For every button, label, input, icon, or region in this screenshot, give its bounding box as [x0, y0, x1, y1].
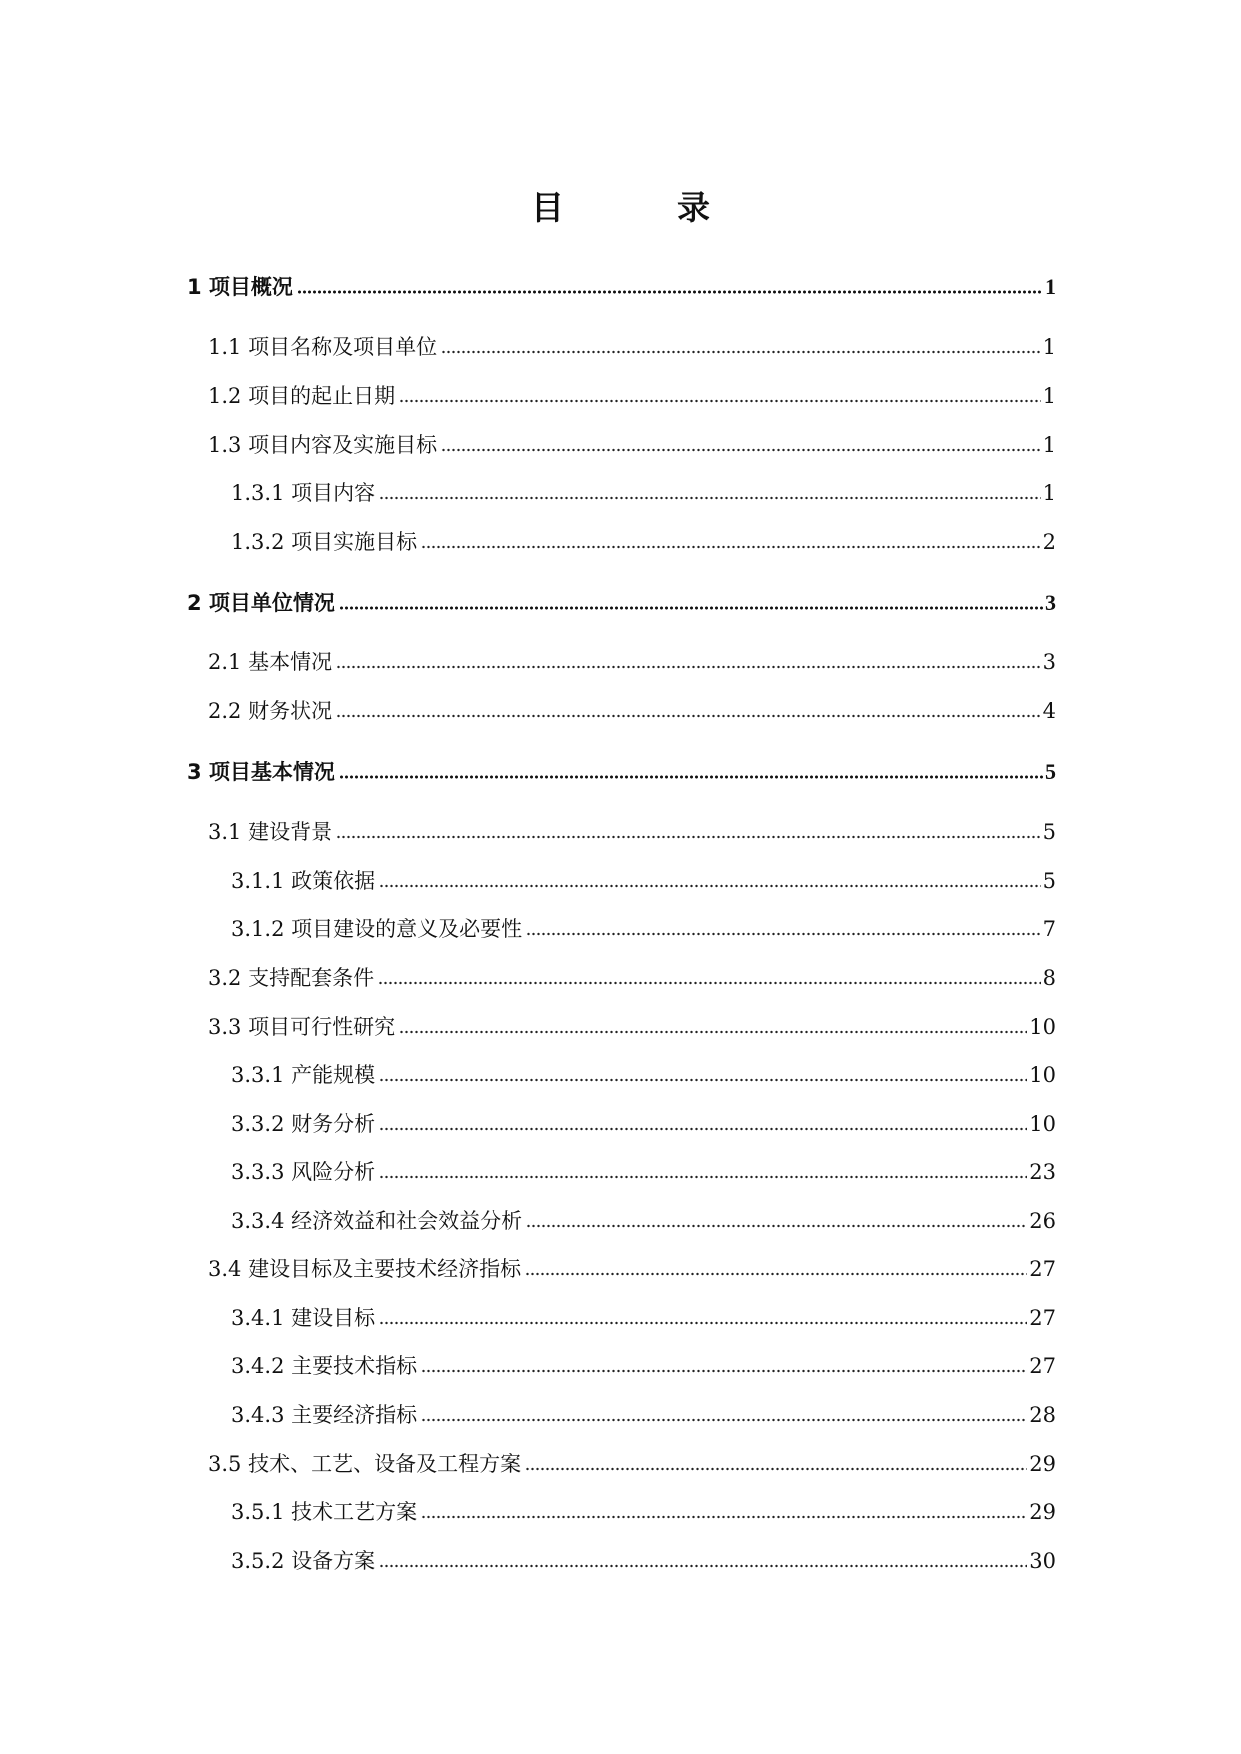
toc-entry[interactable] [208, 381, 1056, 411]
toc-entry-label: 1.2 项目的起止日期 [208, 384, 396, 408]
toc-entry[interactable] [231, 1109, 1056, 1139]
toc-leader-dots [421, 1417, 1027, 1423]
toc-entry[interactable] [231, 1351, 1056, 1381]
toc-leader-dots [379, 1563, 1027, 1569]
toc-leader-dots [378, 980, 1041, 986]
toc-entry-label: 1.1 项目名称及项目单位 [208, 335, 438, 359]
toc-entry[interactable] [208, 696, 1056, 726]
toc-entry-label: 3 项目基本情况 [187, 760, 335, 784]
toc-entry-page-number: 27 [1029, 1257, 1056, 1281]
toc-entry-label: 3.3.1 产能规模 [231, 1063, 376, 1087]
toc-entry-label: 1.3.2 项目实施目标 [231, 530, 418, 554]
toc-entry-page-number: 30 [1029, 1549, 1056, 1573]
toc-entry[interactable] [208, 332, 1056, 362]
toc-leader-dots [336, 713, 1041, 719]
toc-leader-dots [421, 1514, 1027, 1520]
toc-entry-label: 3.1.2 项目建设的意义及必要性 [231, 917, 523, 941]
toc-entry-label: 1.3 项目内容及实施目标 [208, 433, 438, 457]
toc-entry[interactable] [231, 1497, 1056, 1527]
toc-entry[interactable] [231, 1546, 1056, 1576]
toc-entry-page-number: 27 [1029, 1354, 1056, 1378]
toc-leader-dots [441, 349, 1041, 355]
toc-entry[interactable] [208, 963, 1056, 993]
toc-entry-label: 3.5.1 技术工艺方案 [231, 1500, 418, 1524]
toc-leader-dots [379, 883, 1041, 889]
toc-entry-label: 3.3.4 经济效益和社会效益分析 [231, 1209, 523, 1233]
toc-entry[interactable] [187, 757, 1056, 787]
toc-entry[interactable] [231, 1060, 1056, 1090]
toc-entry-page-number: 10 [1029, 1112, 1056, 1136]
toc-leader-dots [441, 447, 1041, 453]
toc-entry-page-number: 28 [1029, 1403, 1056, 1427]
toc-entry[interactable] [231, 478, 1056, 508]
toc-entry[interactable] [208, 817, 1056, 847]
toc-leader-dots [379, 1320, 1027, 1326]
toc-leader-dots [336, 834, 1041, 840]
toc-entry-label: 3.1.1 政策依据 [231, 869, 376, 893]
toc-entry[interactable] [231, 1400, 1056, 1430]
toc-entry-page-number: 5 [1042, 820, 1056, 844]
toc-entry-page-number: 1 [1045, 274, 1056, 299]
toc-leader-dots [525, 1466, 1027, 1472]
toc-entry-label: 3.5 技术、工艺、设备及工程方案 [208, 1452, 522, 1476]
toc-entry-label: 1 项目概况 [187, 275, 293, 299]
toc-entry[interactable] [231, 1206, 1056, 1236]
toc-leader-dots [421, 544, 1041, 550]
toc-entry-page-number: 8 [1042, 966, 1056, 990]
toc-entry-label: 3.4.2 主要技术指标 [231, 1354, 418, 1378]
toc-entry-page-number: 27 [1029, 1306, 1056, 1330]
toc-entry[interactable] [231, 1303, 1056, 1333]
toc-entry-label: 2.2 财务状况 [208, 699, 333, 723]
toc-entry-page-number: 1 [1042, 384, 1056, 408]
toc-entry-page-number: 10 [1029, 1063, 1056, 1087]
toc-entry[interactable] [231, 1157, 1056, 1187]
toc-entry-page-number: 1 [1042, 335, 1056, 359]
toc-entry[interactable] [208, 430, 1056, 460]
toc-entry-page-number: 5 [1042, 869, 1056, 893]
toc-entry-label: 3.3.2 财务分析 [231, 1112, 376, 1136]
toc-entry-page-number: 4 [1042, 699, 1056, 723]
toc-entry-label: 3.2 支持配套条件 [208, 966, 375, 990]
toc-leader-dots [379, 1174, 1027, 1180]
toc-entry[interactable] [231, 866, 1056, 896]
toc-entry[interactable] [187, 588, 1056, 618]
toc-entry-page-number: 26 [1029, 1209, 1056, 1233]
toc-entry-label: 3.4.1 建设目标 [231, 1306, 376, 1330]
toc-entry-page-number: 10 [1029, 1015, 1056, 1039]
toc-entry[interactable] [208, 1254, 1056, 1284]
toc-leader-dots [525, 1271, 1027, 1277]
toc-entry-page-number: 1 [1042, 481, 1056, 505]
toc-entry[interactable] [208, 1449, 1056, 1479]
toc-leader-dots [339, 605, 1043, 611]
toc-leader-dots [379, 1126, 1027, 1132]
toc-entry-label: 3.1 建设背景 [208, 820, 333, 844]
toc-entry[interactable] [208, 647, 1056, 677]
toc-entry-page-number: 3 [1042, 650, 1056, 674]
toc-entry-label: 3.3 项目可行性研究 [208, 1015, 396, 1039]
toc-entry-label: 2.1 基本情况 [208, 650, 333, 674]
toc-entry-label: 2 项目单位情况 [187, 591, 335, 615]
toc-leader-dots [339, 774, 1043, 780]
toc-entry-page-number: 5 [1045, 759, 1056, 784]
toc-leader-dots [379, 495, 1041, 501]
toc-entry-page-number: 2 [1042, 530, 1056, 554]
toc-entry-label: 3.5.2 设备方案 [231, 1549, 376, 1573]
toc-entry[interactable] [208, 1012, 1056, 1042]
toc-leader-dots [336, 664, 1041, 670]
toc-leader-dots [399, 398, 1041, 404]
toc-entry-page-number: 7 [1042, 917, 1056, 941]
toc-entry-page-number: 29 [1029, 1452, 1056, 1476]
toc-entry-page-number: 29 [1029, 1500, 1056, 1524]
toc-leader-dots [379, 1077, 1027, 1083]
toc-entry-page-number: 3 [1045, 590, 1056, 615]
toc-leader-dots [297, 289, 1043, 295]
toc-leader-dots [399, 1029, 1027, 1035]
toc-entry[interactable] [187, 272, 1056, 302]
toc-entry[interactable] [231, 914, 1056, 944]
toc-entry-page-number: 1 [1042, 433, 1056, 457]
toc-entry-page-number: 23 [1029, 1160, 1056, 1184]
toc-entry-label: 3.4 建设目标及主要技术经济指标 [208, 1257, 522, 1281]
toc-entry-label: 3.4.3 主要经济指标 [231, 1403, 418, 1427]
toc-entry-label: 1.3.1 项目内容 [231, 481, 376, 505]
toc-entry-label: 3.3.3 风险分析 [231, 1160, 376, 1184]
toc-leader-dots [421, 1368, 1027, 1374]
toc-title: 目 录 [531, 188, 750, 227]
toc-leader-dots [526, 1223, 1027, 1229]
toc-leader-dots [526, 931, 1041, 937]
toc-entry[interactable] [231, 527, 1056, 557]
